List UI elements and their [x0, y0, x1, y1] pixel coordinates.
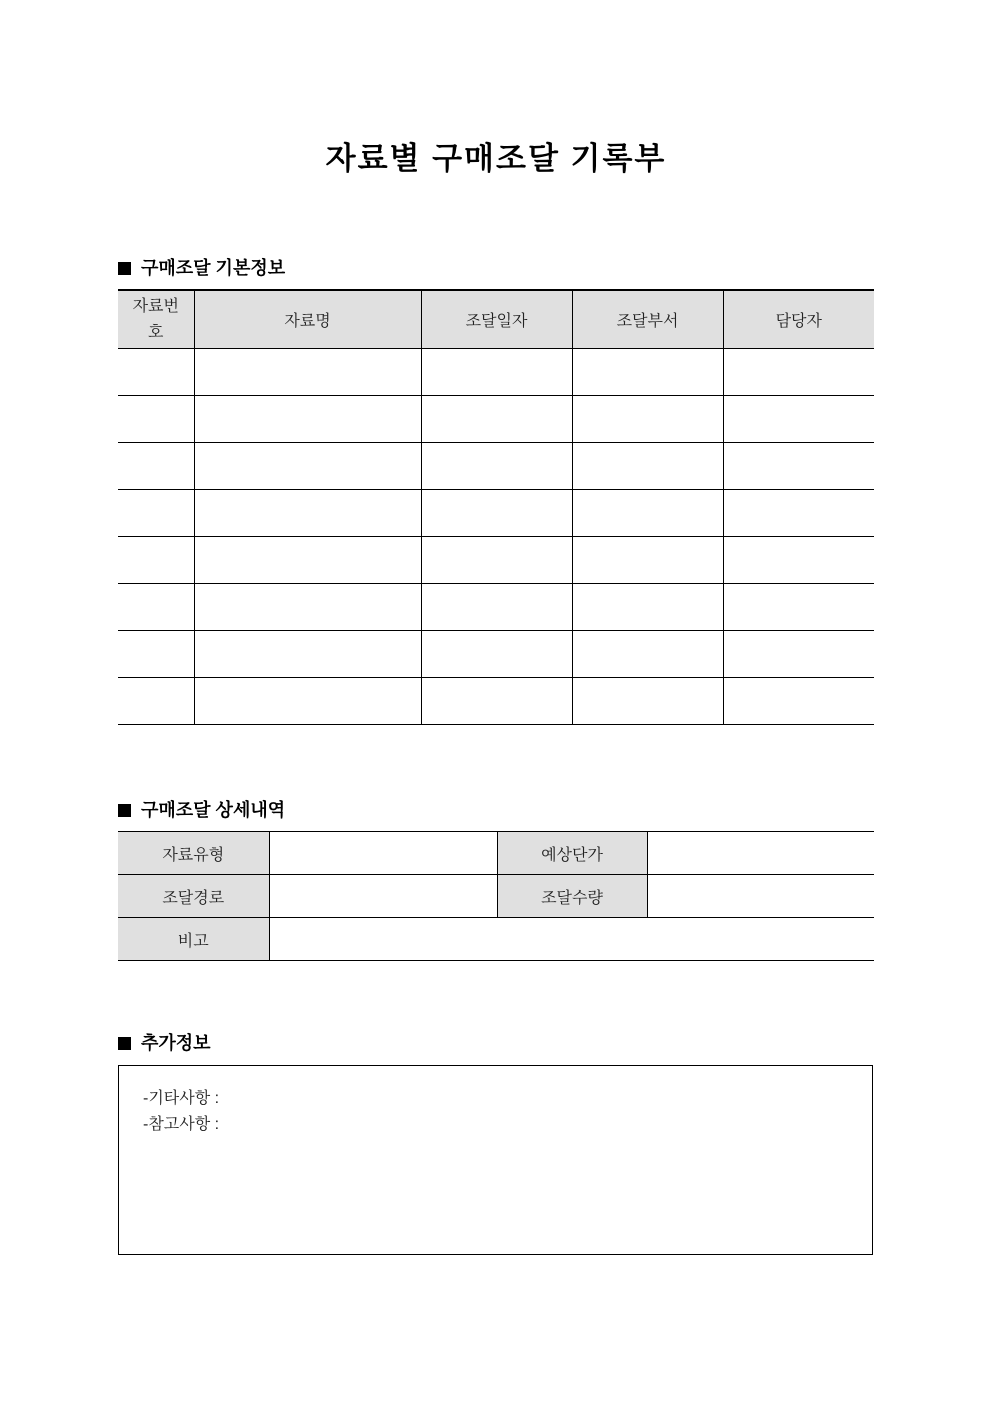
extra-line: -기타사항 :	[143, 1090, 220, 1107]
table-row	[118, 349, 874, 396]
table-cell[interactable]	[572, 631, 723, 678]
value-type[interactable]	[269, 832, 497, 875]
table-cell[interactable]	[194, 396, 421, 443]
table-cell[interactable]	[421, 443, 572, 490]
square-bullet-icon	[118, 262, 131, 275]
table-row	[118, 832, 874, 875]
section-detail-heading	[118, 796, 285, 822]
header-cell: 자료번호	[118, 290, 194, 349]
label-type: 자료유형	[118, 832, 269, 875]
table-cell[interactable]	[118, 396, 194, 443]
table-cell[interactable]	[118, 678, 194, 725]
table-cell[interactable]	[421, 349, 572, 396]
table-cell[interactable]	[572, 443, 723, 490]
table-row	[118, 537, 874, 584]
table-cell[interactable]	[194, 678, 421, 725]
table-row	[118, 678, 874, 725]
table-cell[interactable]	[118, 349, 194, 396]
square-bullet-icon	[118, 1037, 131, 1050]
table-cell[interactable]	[723, 678, 874, 725]
table-row	[118, 490, 874, 537]
square-bullet-icon	[118, 804, 131, 817]
page-title: 자료별 구매조달 기록부	[325, 141, 667, 176]
table-cell[interactable]	[723, 349, 874, 396]
table-cell[interactable]	[421, 537, 572, 584]
table-cell[interactable]	[421, 584, 572, 631]
table-cell[interactable]	[723, 537, 874, 584]
value-note[interactable]	[269, 918, 874, 961]
table-cell[interactable]	[194, 631, 421, 678]
table-cell[interactable]	[572, 396, 723, 443]
table-cell[interactable]	[194, 443, 421, 490]
table-cell[interactable]	[723, 584, 874, 631]
table-cell[interactable]	[572, 349, 723, 396]
label-price: 예상단가	[497, 832, 647, 875]
table-cell[interactable]	[194, 584, 421, 631]
heading-text: 구매조달 상세내역	[141, 800, 286, 820]
table-cell[interactable]	[118, 584, 194, 631]
table-header-row	[118, 290, 874, 349]
label-route: 조달경로	[118, 875, 269, 918]
table-cell[interactable]	[421, 396, 572, 443]
table-cell[interactable]	[194, 490, 421, 537]
table-cell[interactable]	[723, 396, 874, 443]
table-cell[interactable]	[572, 537, 723, 584]
table-cell[interactable]	[194, 537, 421, 584]
table-cell[interactable]	[723, 631, 874, 678]
table-row	[118, 443, 874, 490]
label-qty: 조달수량	[497, 875, 647, 918]
heading-text: 추가정보	[141, 1033, 211, 1053]
table-cell[interactable]	[118, 631, 194, 678]
table-row	[118, 396, 874, 443]
table-row	[118, 631, 874, 678]
table-cell[interactable]	[723, 443, 874, 490]
table-cell[interactable]	[118, 490, 194, 537]
table-cell[interactable]	[118, 537, 194, 584]
table-cell[interactable]	[421, 490, 572, 537]
section-basic-heading	[118, 254, 285, 280]
heading-text: 구매조달 기본정보	[141, 258, 286, 278]
table-cell[interactable]	[723, 490, 874, 537]
table-cell[interactable]	[572, 584, 723, 631]
section-extra-heading	[118, 1029, 211, 1055]
value-price[interactable]	[647, 832, 874, 875]
header-cell: 담당자	[723, 290, 874, 349]
basic-info-table	[118, 289, 874, 725]
label-note: 비고	[118, 918, 269, 961]
table-cell[interactable]	[421, 631, 572, 678]
table-row	[118, 875, 874, 918]
value-route[interactable]	[269, 875, 497, 918]
header-cell: 조달부서	[572, 290, 723, 349]
table-cell[interactable]	[421, 678, 572, 725]
table-cell[interactable]	[572, 678, 723, 725]
table-cell[interactable]	[572, 490, 723, 537]
detail-table	[118, 831, 874, 961]
table-cell[interactable]	[194, 349, 421, 396]
table-cell[interactable]	[118, 443, 194, 490]
extra-info-box[interactable]	[118, 1065, 873, 1255]
extra-line: -참고사항 :	[143, 1116, 220, 1133]
table-row	[118, 918, 874, 961]
table-row	[118, 584, 874, 631]
header-cell: 조달일자	[421, 290, 572, 349]
header-cell: 자료명	[194, 290, 421, 349]
value-qty[interactable]	[647, 875, 874, 918]
